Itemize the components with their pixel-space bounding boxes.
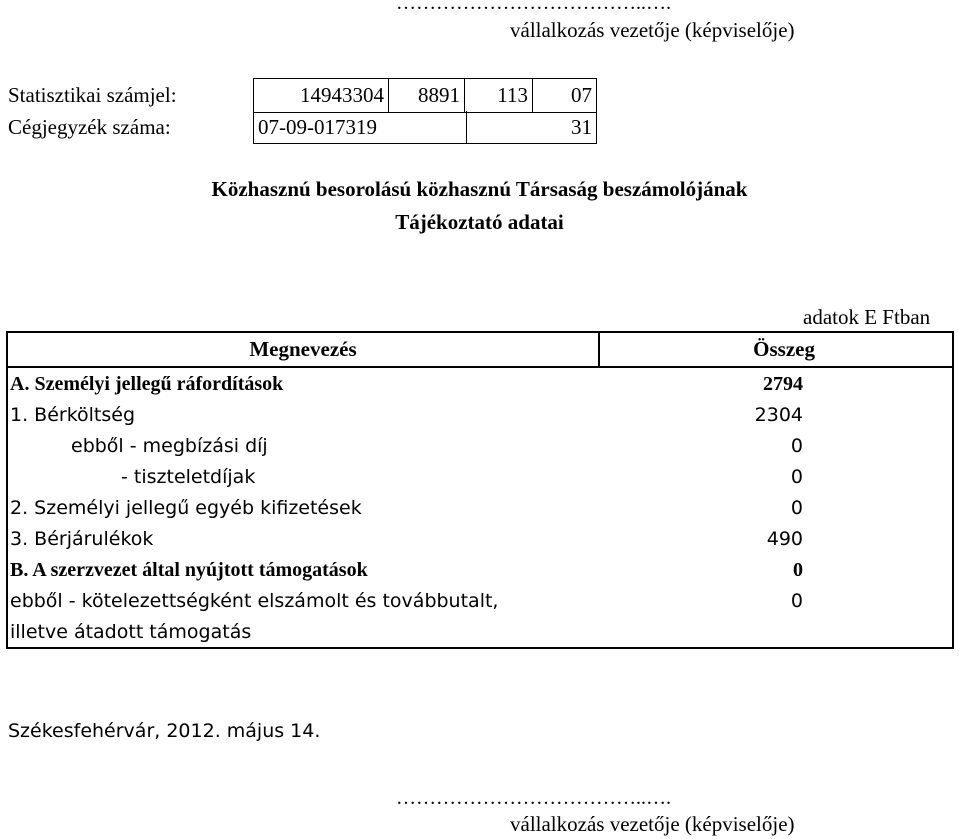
stat-number-part: 07 xyxy=(532,79,596,112)
table-row xyxy=(8,368,952,400)
row-value: 0 xyxy=(790,435,803,457)
top-signature-role: vállalkozás vezetője (képviselője) xyxy=(510,18,795,42)
row-value: 490 xyxy=(766,528,803,550)
row-value: 2794 xyxy=(763,372,803,395)
data-table xyxy=(6,331,954,649)
table-row xyxy=(8,616,952,648)
row-label: B. A szerzvezet által nyújtott támogatások xyxy=(10,558,368,581)
bottom-signature-role: vállalkozás vezetője (képviselője) xyxy=(510,812,795,836)
row-value: 0 xyxy=(790,497,803,519)
table-row xyxy=(8,430,952,462)
unit-label: adatok E Ftban xyxy=(803,305,931,329)
registry-number-part: 07-09-017319 xyxy=(258,114,377,139)
report-title-line1: Közhasznú besorolású közhasznú Társaság beszámolójának xyxy=(211,177,748,201)
stat-number-label: Statisztikai számjel: xyxy=(8,83,177,107)
row-value: 2304 xyxy=(754,404,803,426)
table-header xyxy=(8,333,952,368)
top-signature-dots: ………………………………..…. xyxy=(396,0,671,14)
row-value: 0 xyxy=(793,558,803,581)
row-label: 2. Személyi jellegű egyéb kifizetések xyxy=(10,497,362,519)
report-title-line2: Tájékoztató adatai xyxy=(395,210,564,234)
place-date: Székesfehérvár, 2012. május 14. xyxy=(8,720,321,742)
table-row xyxy=(8,399,952,431)
registry-number-part: 31 xyxy=(571,114,592,139)
row-label: 1. Bérköltség xyxy=(10,404,136,426)
row-label: A. Személyi jellegű ráfordítások xyxy=(10,372,284,395)
stat-number-part: 113 xyxy=(464,79,532,112)
bottom-signature-dots: ………………………………..…. xyxy=(396,787,671,809)
table-row xyxy=(8,492,952,524)
stat-number-box xyxy=(253,78,597,113)
row-value: 0 xyxy=(790,590,803,612)
registry-number-label: Cégjegyzék száma: xyxy=(8,115,171,139)
row-label: 3. Bérjárulékok xyxy=(10,528,154,550)
registry-number-box xyxy=(253,111,597,144)
row-label: - tiszteletdíjak xyxy=(121,466,256,488)
row-label: ebből - megbízási díj xyxy=(71,435,268,457)
table-row xyxy=(8,585,952,617)
table-row xyxy=(8,523,952,555)
registry-divider xyxy=(466,111,532,143)
row-label: illetve átadott támogatás xyxy=(10,621,252,643)
stat-number-part: 8891 xyxy=(388,79,464,112)
row-value xyxy=(600,616,803,648)
header-sum: Összeg xyxy=(753,337,815,361)
table-row xyxy=(8,554,952,586)
row-label: ebből - kötelezettségként elszámolt és továbbutalt, xyxy=(10,590,499,612)
table-row xyxy=(8,461,952,493)
row-value: 0 xyxy=(790,466,803,488)
stat-number-part: 14943304 xyxy=(300,83,384,107)
header-name: Megnevezés xyxy=(249,337,357,361)
